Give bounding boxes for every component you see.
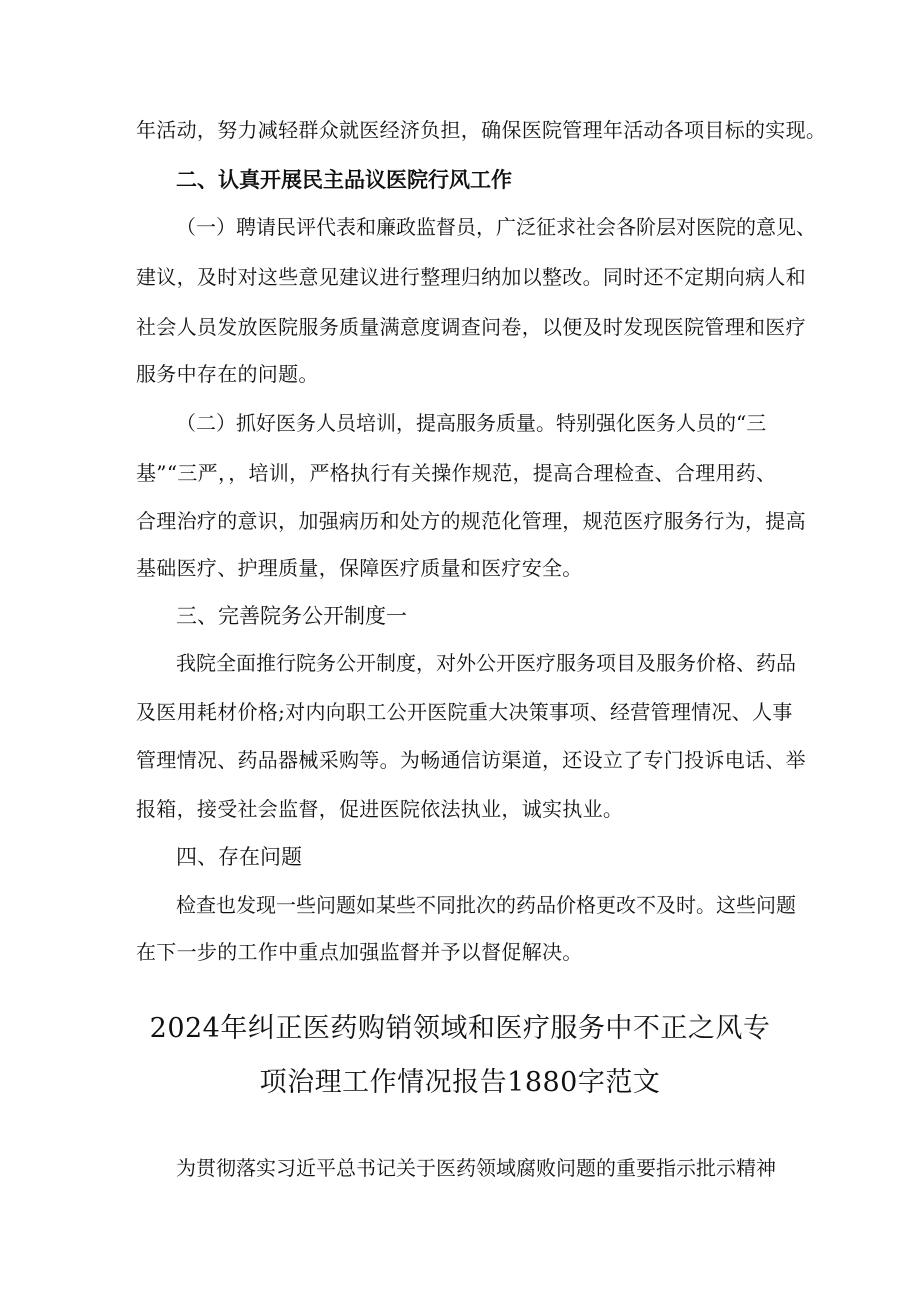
paragraph-line: （一）聘请民评代表和廉政监督员，广泛征求社会各阶层对医院的意见、 [176, 215, 816, 239]
paragraph-line: 报箱，接受社会监督，促进医院依法执业，诚实执业。 [136, 797, 624, 821]
paragraph-line: 基础医疗、护理质量，保障医疗质量和医疗安全。 [136, 556, 583, 580]
paragraph-line: 管理情况、药品器械采购等。为畅通信访渠道，还设立了专门投诉电话、举 [136, 748, 806, 772]
paragraph-line: 合理治疗的意识，加强病历和处方的规范化管理，规范医疗服务行为，提高 [136, 509, 806, 533]
report-title-line: 项治理工作情况报告1880字范文 [259, 1067, 661, 1098]
paragraph-line: 建议，及时对这些意见建议进行整理归纳加以整改。同时还不定期向病人和 [136, 265, 806, 289]
paragraph-line: 我院全面推行院务公开制度，对外公开医疗服务项目及服务价格、药品 [176, 651, 796, 675]
paragraph-line: 基”“三严，，培训，严格执行有关操作规范，提高合理检查、合理用药、 [136, 461, 777, 485]
section-heading-2: 二、认真开展民主品议医院行风工作 [176, 168, 512, 192]
paragraph-line: 检查也发现一些问题如某些不同批次的药品价格更改不及时。这些问题 [176, 893, 796, 917]
paragraph-line: （二）抓好医务人员培训，提高服务质量。特别强化医务人员的“三 [176, 411, 767, 435]
paragraph-line: 服务中存在的问题。 [136, 362, 319, 386]
paragraph-line: 年活动，努力减轻群众就医经济负担，确保医院管理年活动各项目标的实现。 [136, 118, 827, 142]
section-heading-4: 四、存在问题 [176, 845, 302, 869]
paragraph-line: 社会人员发放医院服务质量满意度调查问卷，以便及时发现医院管理和医疗 [136, 315, 806, 339]
section-heading-3: 三、完善院务公开制度一 [176, 604, 407, 628]
paragraph-line: 为贯彻落实习近平总书记关于医药领域腐败问题的重要指示批示精神 [176, 1156, 776, 1180]
paragraph-line: 及医用耗材价格;对内向职工公开医院重大决策事项、经营管理情况、人事 [136, 700, 793, 724]
report-title-line: 2024年纠正医药购销领域和医疗服务中不正之风专 [149, 1013, 771, 1044]
paragraph-line: 在下一步的工作中重点加强监督并予以督促解决。 [136, 940, 583, 964]
